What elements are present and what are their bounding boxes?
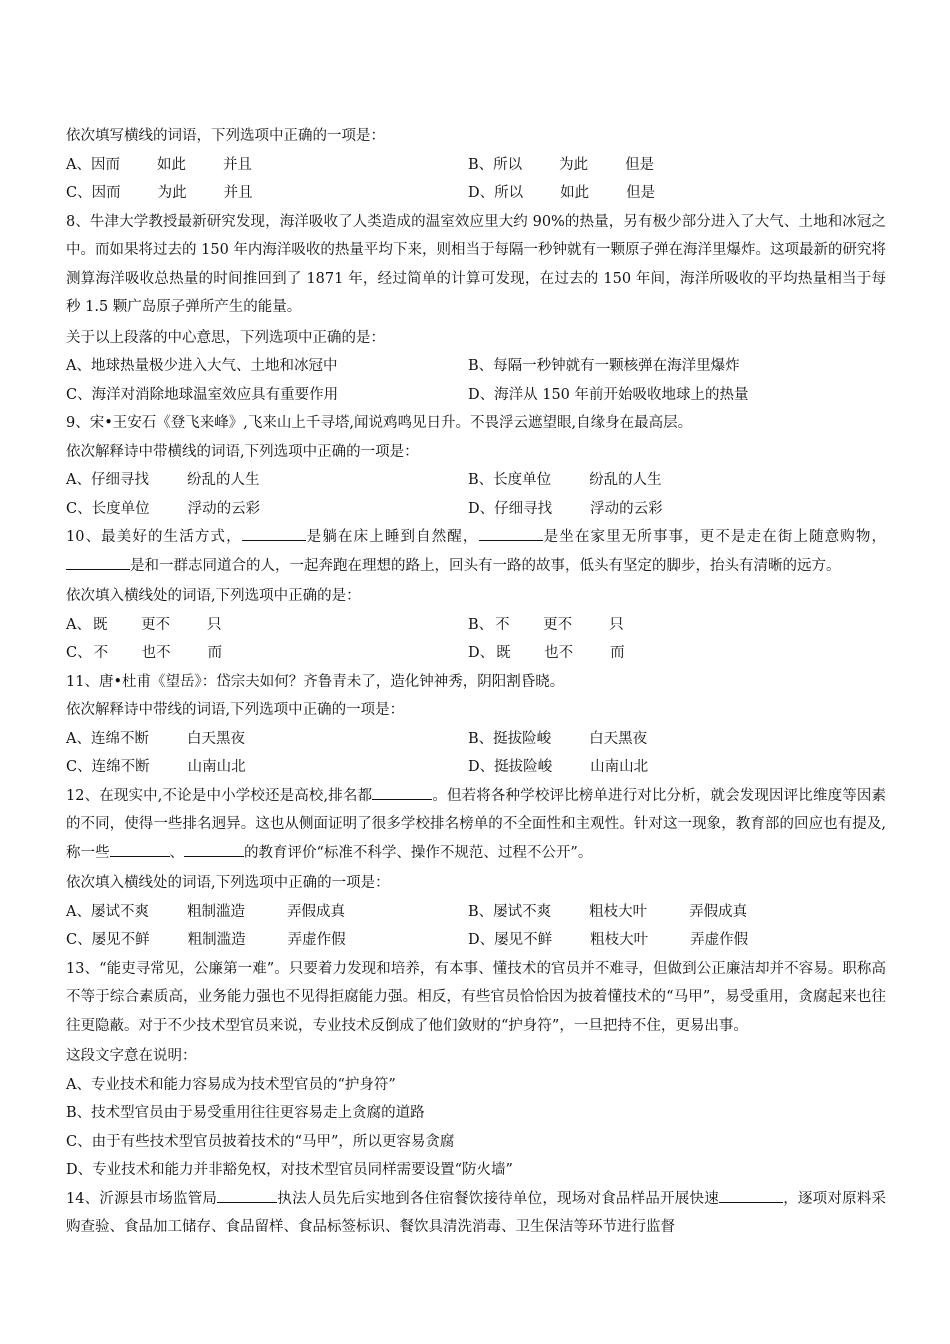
q10-instruction: 依次填入横线处的词语,下列选项中正确的是： [66,588,361,604]
q11-text: 11、唐•杜甫《望岳》：岱宗夫如何？齐鲁青未了，造化钟神秀，阴阳割昏晓。 [66,673,565,690]
q12-instruction: 依次填入横线处的词语,下列选项中正确的一项是： [66,875,390,891]
q8-option-b: B、每隔一秒钟就有一颗核弹在海洋里爆炸 [468,358,740,374]
q13-option-a: A、专业技术和能力容易成为技术型官员的“护身符” [66,1076,396,1093]
q13-option-b: B、技术型官员由于易受重用往往更容易走上贪腐的道路 [66,1105,425,1121]
q13-instruction: 这段文字意在说明： [66,1048,197,1064]
q11-options-row-2 [66,753,886,782]
fill-blank [66,555,130,570]
q14-text: 14、沂源县市场监管局 执法人员先后实地到各住宿餐饮接待单位，现场对食品样品开展快速 ，逐项对原料采购查验、食品加工储存、食品留样、食品标签标识、餐饮具清洗消毒、卫生保洁等环节进行监督 [66,1185,886,1242]
q9-option-a: A、 仔细寻找 纷乱的人生 [66,472,260,488]
q11-option-b: B、 挺拔险峻 白天黑夜 [468,730,648,747]
q7-option-a: A、 因而 如此 并且 [66,156,252,173]
q12-option-a: A、 屡试不爽 粗制滥造 弄假成真 [66,903,345,920]
q9-text: 9、宋•王安石《登飞来峰》,飞来山上千寻塔,闻说鸡鸣见日升。不畏浮云遮望眼,自缘身在最高层。 [66,415,693,431]
fill-blank [719,1188,783,1203]
q8-options-row-2 [66,381,886,410]
q7-option-c: C、 因而 为此 并且 [66,185,253,201]
q9-options-row-1 [66,466,886,495]
document-page [66,122,886,1244]
q10-option-c: C、 不 也不 而 [66,645,223,661]
q12-options-row-1 [66,898,886,927]
q8-text: 8、牛津大学教授最新研究发现，海洋吸收了人类造成的温室效应里大约 90%的热量，另有极少部分进入了大气、土地和冰冠之中。而如果将过去的 150 年内海洋吸收的热量平均下来，则相当于每隔一秒钟就有一颗原子弹在海洋里爆炸。这项最新的研究将测算海洋吸收总热量的时间推回到了 1871 年，经过简单的计算可发现，在过去的 150 年间，海洋所吸收的平均热量相当于每秒 1.5 颗广岛原子弹所产生的能量。 [66,213,886,315]
q9-instruction: 依次解释诗中带横线的词语,下列选项中正确的一项是： [66,443,419,460]
fill-blank [184,842,244,857]
q8-instruction: 关于以上段落的中心意思，下列选项中正确的是： [66,329,385,346]
q9-option-c: C、 长度单位 浮动的云彩 [66,500,261,517]
q9-option-b: B、 长度单位 纷乱的人生 [468,472,662,488]
fill-blank [372,785,432,800]
q7-option-d: D、 所以 如此 但是 [468,185,656,201]
q8-option-d: D、海洋从 150 年前开始吸收地球上的热量 [468,386,749,403]
q13-option-c: C、由于有些技术型官员披着技术的“马甲”，所以更容易贪腐 [66,1133,455,1150]
q8-options-row-1 [66,352,886,381]
q11-option-d: D、 挺拔险峻 山南山北 [468,759,649,775]
q9-options-row-2 [66,495,886,524]
fill-blank [110,842,170,857]
q8-option-c: C、海洋对消除地球温室效应具有重要作用 [66,386,339,403]
q11-option-a: A、 连绵不断 白天黑夜 [66,730,245,747]
q12-text: 12、在现实中,不论是中小学校还是高校,排名都 。但若将各种学校评比榜单进行对比分析，就会发现因评比维度等因素的不同，使得一些排名迥异。这也从侧面证明了很多学校排名榜单的不全面性和主观性。针对这一现象，教育部的回应也有提及,称一些 、 的教育评价“标准不科学、操作不规范、过程不公开”。 [66,782,886,868]
q10-options-row-1 [66,611,886,640]
q10-option-b: B、 不 更不 只 [468,616,624,633]
q10-text: 10、最美好的生活方式， 是躺在床上睡到自然醒， 是坐在家里无所事事，更不是走在街上随意购物，是和一群志同道合的人，一起奔跑在理想的路上，回头有一路的故事，低头有坚定的脚步，抬头有清晰的远方。 [66,523,886,580]
q13-option-d: D、专业技术和能力并非豁免权，对技术型官员同样需要设置“防火墙” [66,1162,513,1178]
q7-options-row-1 [66,151,886,180]
fill-blank [217,1188,277,1203]
q8-option-a: A、地球热量极少进入大气、土地和冰冠中 [66,358,338,374]
q12-option-c: C、 屡见不鲜 粗制滥造 弄虚作假 [66,932,346,948]
q7-instruction: 依次填写横线的词语，下列选项中正确的一项是： [66,128,385,144]
q12-options-row-2 [66,926,886,955]
q10-options-row-2 [66,639,886,668]
q13-text: 13、“能吏寻常见，公廉第一难”。只要着力发现和培养，有本事、懂技术的官员并不难寻，但做到公正廉洁却并不容易。职称高不等于综合素质高，业务能力强也不见得拒腐能力强。相反，有些官员恰恰因为披着懂技术的“马甲”，易受重用，贪腐起来也往往更隐蔽。对于不少技术型官员来说，专业技术反倒成了他们敛财的“护身符”，一旦把持不住，更易出事。 [66,960,886,1034]
q7-option-b: B、 所以 为此 但是 [468,156,655,173]
q10-option-d: D、 既 也不 而 [468,645,625,661]
q7-options-row-2 [66,179,886,208]
q11-instruction: 依次解释诗中带线的词语,下列选项中正确的一项是： [66,702,405,718]
q11-option-c: C、 连绵不断 山南山北 [66,759,246,775]
q10-option-a: A、 既 更不 只 [66,616,222,633]
q12-option-d: D、 屡见不鲜 粗枝大叶 弄虚作假 [468,932,749,948]
q12-option-b: B、 屡试不爽 粗枝大叶 弄假成真 [468,903,748,920]
fill-blank [242,526,306,541]
q11-options-row-1 [66,725,886,754]
q9-option-d: D、 仔细寻找 浮动的云彩 [468,500,663,517]
fill-blank [479,526,543,541]
